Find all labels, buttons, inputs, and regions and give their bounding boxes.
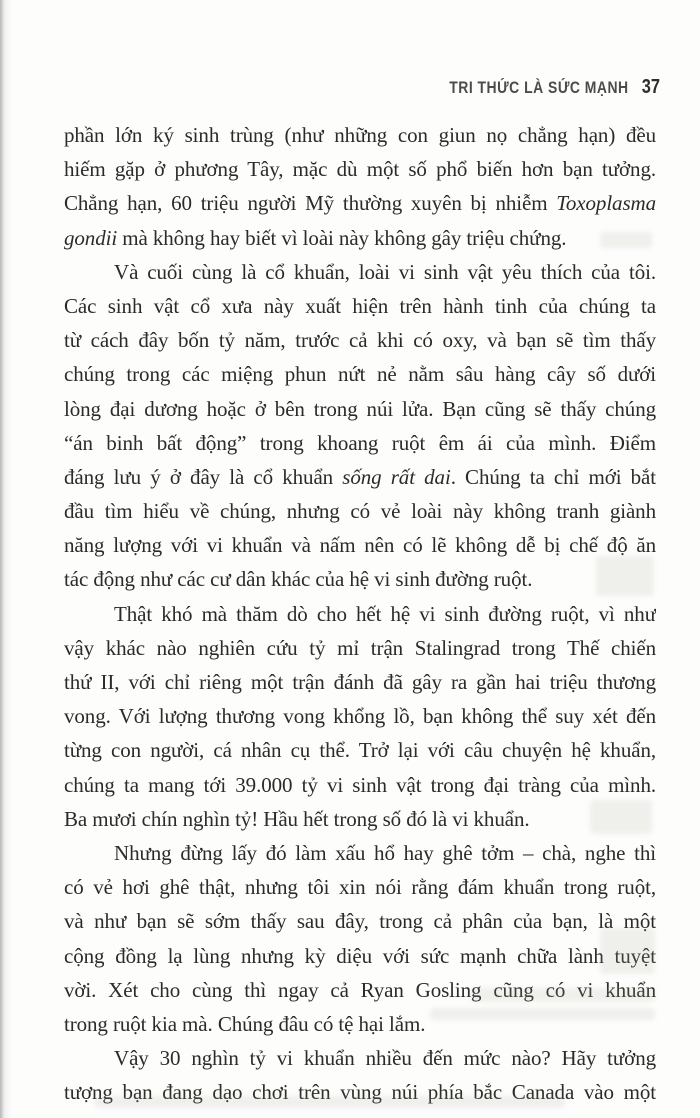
text-segment: Vậy 30 nghìn tỷ vi khuẩn nhiều đến mức nào? Hãy tưởng — [114, 1046, 656, 1071]
text-line — [64, 699, 656, 733]
page-header — [449, 76, 660, 99]
text-segment: chúng trong các miệng phun nứt nẻ nằm sâu hàng cây số dưới — [64, 362, 656, 387]
text-line — [64, 118, 656, 152]
text-segment: mà không hay biết vì loài này không gây triệu chứng. — [117, 225, 567, 250]
text-segment: tượng bạn đang dạo chơi trên vùng núi phía bắc Canada vào một — [64, 1080, 656, 1105]
text-segment: Thật khó mà thăm dò cho hết hệ vi sinh đường ruột, vì như — [114, 601, 656, 626]
text-line — [64, 221, 656, 255]
scan-ghost-artifact — [600, 928, 655, 974]
running-title: TRI THỨC LÀ SỨC MẠNH — [449, 78, 629, 97]
text-segment: vậy khác nào nghiên cứu tỷ mỉ trận Stalingrad trong Thế chiến — [64, 635, 656, 660]
italic-text: gondii — [64, 225, 118, 250]
text-line — [64, 768, 656, 802]
text-segment: phần lớn ký sinh trùng (như những con giun nọ chẳng hạn) đều — [64, 123, 656, 147]
text-line — [64, 939, 656, 973]
page-number: 37 — [641, 76, 660, 98]
text-line — [64, 186, 656, 220]
text-line — [64, 323, 656, 357]
text-segment: và như bạn sẽ sớm thấy sau đây, trong cả phân của bạn, là một — [64, 909, 656, 934]
text-line — [64, 392, 656, 426]
text-line — [64, 289, 656, 323]
text-line — [64, 802, 656, 836]
text-segment: thứ II, với chỉ riêng một trận đánh đã gây ra gần hai triệu thương — [64, 670, 656, 694]
text-segment: từng con người, cá nhân cụ thể. Trở lại với câu chuyện hệ khuẩn, — [64, 738, 656, 763]
text-line — [64, 357, 656, 391]
text-line — [64, 494, 656, 528]
text-segment: trong ruột kia mà. Chúng đâu có tệ hại lắm. — [64, 1011, 426, 1036]
scan-ghost-artifact — [430, 1008, 655, 1020]
text-segment: chúng ta mang tới 39.000 tỷ vi sinh vật trong đại tràng của mình. — [64, 772, 656, 797]
scan-ghost-artifact — [590, 800, 652, 834]
text-segment: vời. Xét cho cùng thì ngay cả Ryan Gosling cũng có vi khuẩn — [64, 977, 656, 1002]
text-segment: Và cuối cùng là cổ khuẩn, loài vi sinh vật yêu thích của tôi. — [114, 259, 656, 284]
text-segment: “án binh bất động” trong khoang ruột êm ái của mình. Điểm — [64, 430, 656, 455]
scan-ghost-artifact — [470, 988, 655, 1002]
text-line — [64, 836, 656, 870]
text-line — [64, 255, 656, 289]
body-text — [64, 118, 656, 1109]
text-segment: đáng lưu ý ở đây là cổ khuẩn — [64, 464, 343, 489]
italic-text: sống rất dai — [342, 464, 451, 489]
scan-edge-shadow — [0, 0, 12, 1118]
text-segment: hiếm gặp ở phương Tây, mặc dù một số phổ biến hơn bạn tưởng. — [64, 157, 656, 182]
text-line — [64, 665, 656, 699]
paragraph — [64, 255, 656, 597]
text-line — [64, 870, 656, 904]
text-segment: Các sinh vật cổ xưa này xuất hiện trên hành tinh của chúng ta — [64, 293, 656, 318]
text-segment: Chẳng hạn, 60 triệu người Mỹ thường xuyên bị nhiễm — [64, 191, 557, 216]
paragraph — [64, 118, 656, 255]
text-segment: tác động như các cư dân khác của hệ vi sinh đường ruột. — [64, 567, 533, 592]
text-line — [64, 631, 656, 665]
text-segment: cộng đồng lạ lùng nhưng kỳ diệu với sức mạnh chữa lành tuyệt — [64, 943, 656, 968]
scan-ghost-artifact — [95, 1096, 565, 1108]
text-segment: đầu tìm hiểu về chúng, nhưng có vẻ loài này không tranh giành — [64, 499, 656, 524]
text-segment: . Chúng ta chỉ mới bắt — [450, 464, 656, 489]
text-line — [64, 528, 656, 562]
text-segment: vong. Với lượng thương vong khổng lồ, bạn không thể suy xét đến — [64, 704, 656, 729]
text-segment: năng lượng với vi khuẩn và nấm nên có lẽ không dễ bị chế độ ăn — [64, 533, 656, 558]
italic-text: Toxoplasma — [556, 191, 656, 216]
paragraph — [64, 597, 656, 836]
text-segment: Ba mươi chín nghìn tỷ! Hầu hết trong số đó là vi khuẩn. — [64, 806, 530, 831]
text-line — [64, 426, 656, 460]
scan-ghost-artifact — [596, 556, 654, 596]
text-segment: lòng đại dương hoặc ở bên trong núi lửa. Bạn cũng sẽ thấy chúng — [64, 396, 656, 421]
text-line — [64, 562, 656, 596]
text-segment: từ cách đây bốn tỷ năm, trước cả khi có oxy, và bạn sẽ tìm thấy — [64, 328, 656, 353]
text-line — [64, 597, 656, 631]
scan-ghost-artifact — [600, 232, 652, 248]
text-line — [64, 460, 656, 494]
text-line — [64, 1041, 656, 1075]
text-segment: có vẻ hơi ghê thật, nhưng tôi xin nói rằng đám khuẩn trong ruột, — [64, 875, 656, 900]
text-segment: Nhưng đừng lấy đó làm xấu hổ hay ghê tởm – chà, nghe thì — [114, 840, 656, 865]
text-line — [64, 152, 656, 186]
text-line — [64, 904, 656, 938]
text-line — [64, 733, 656, 767]
